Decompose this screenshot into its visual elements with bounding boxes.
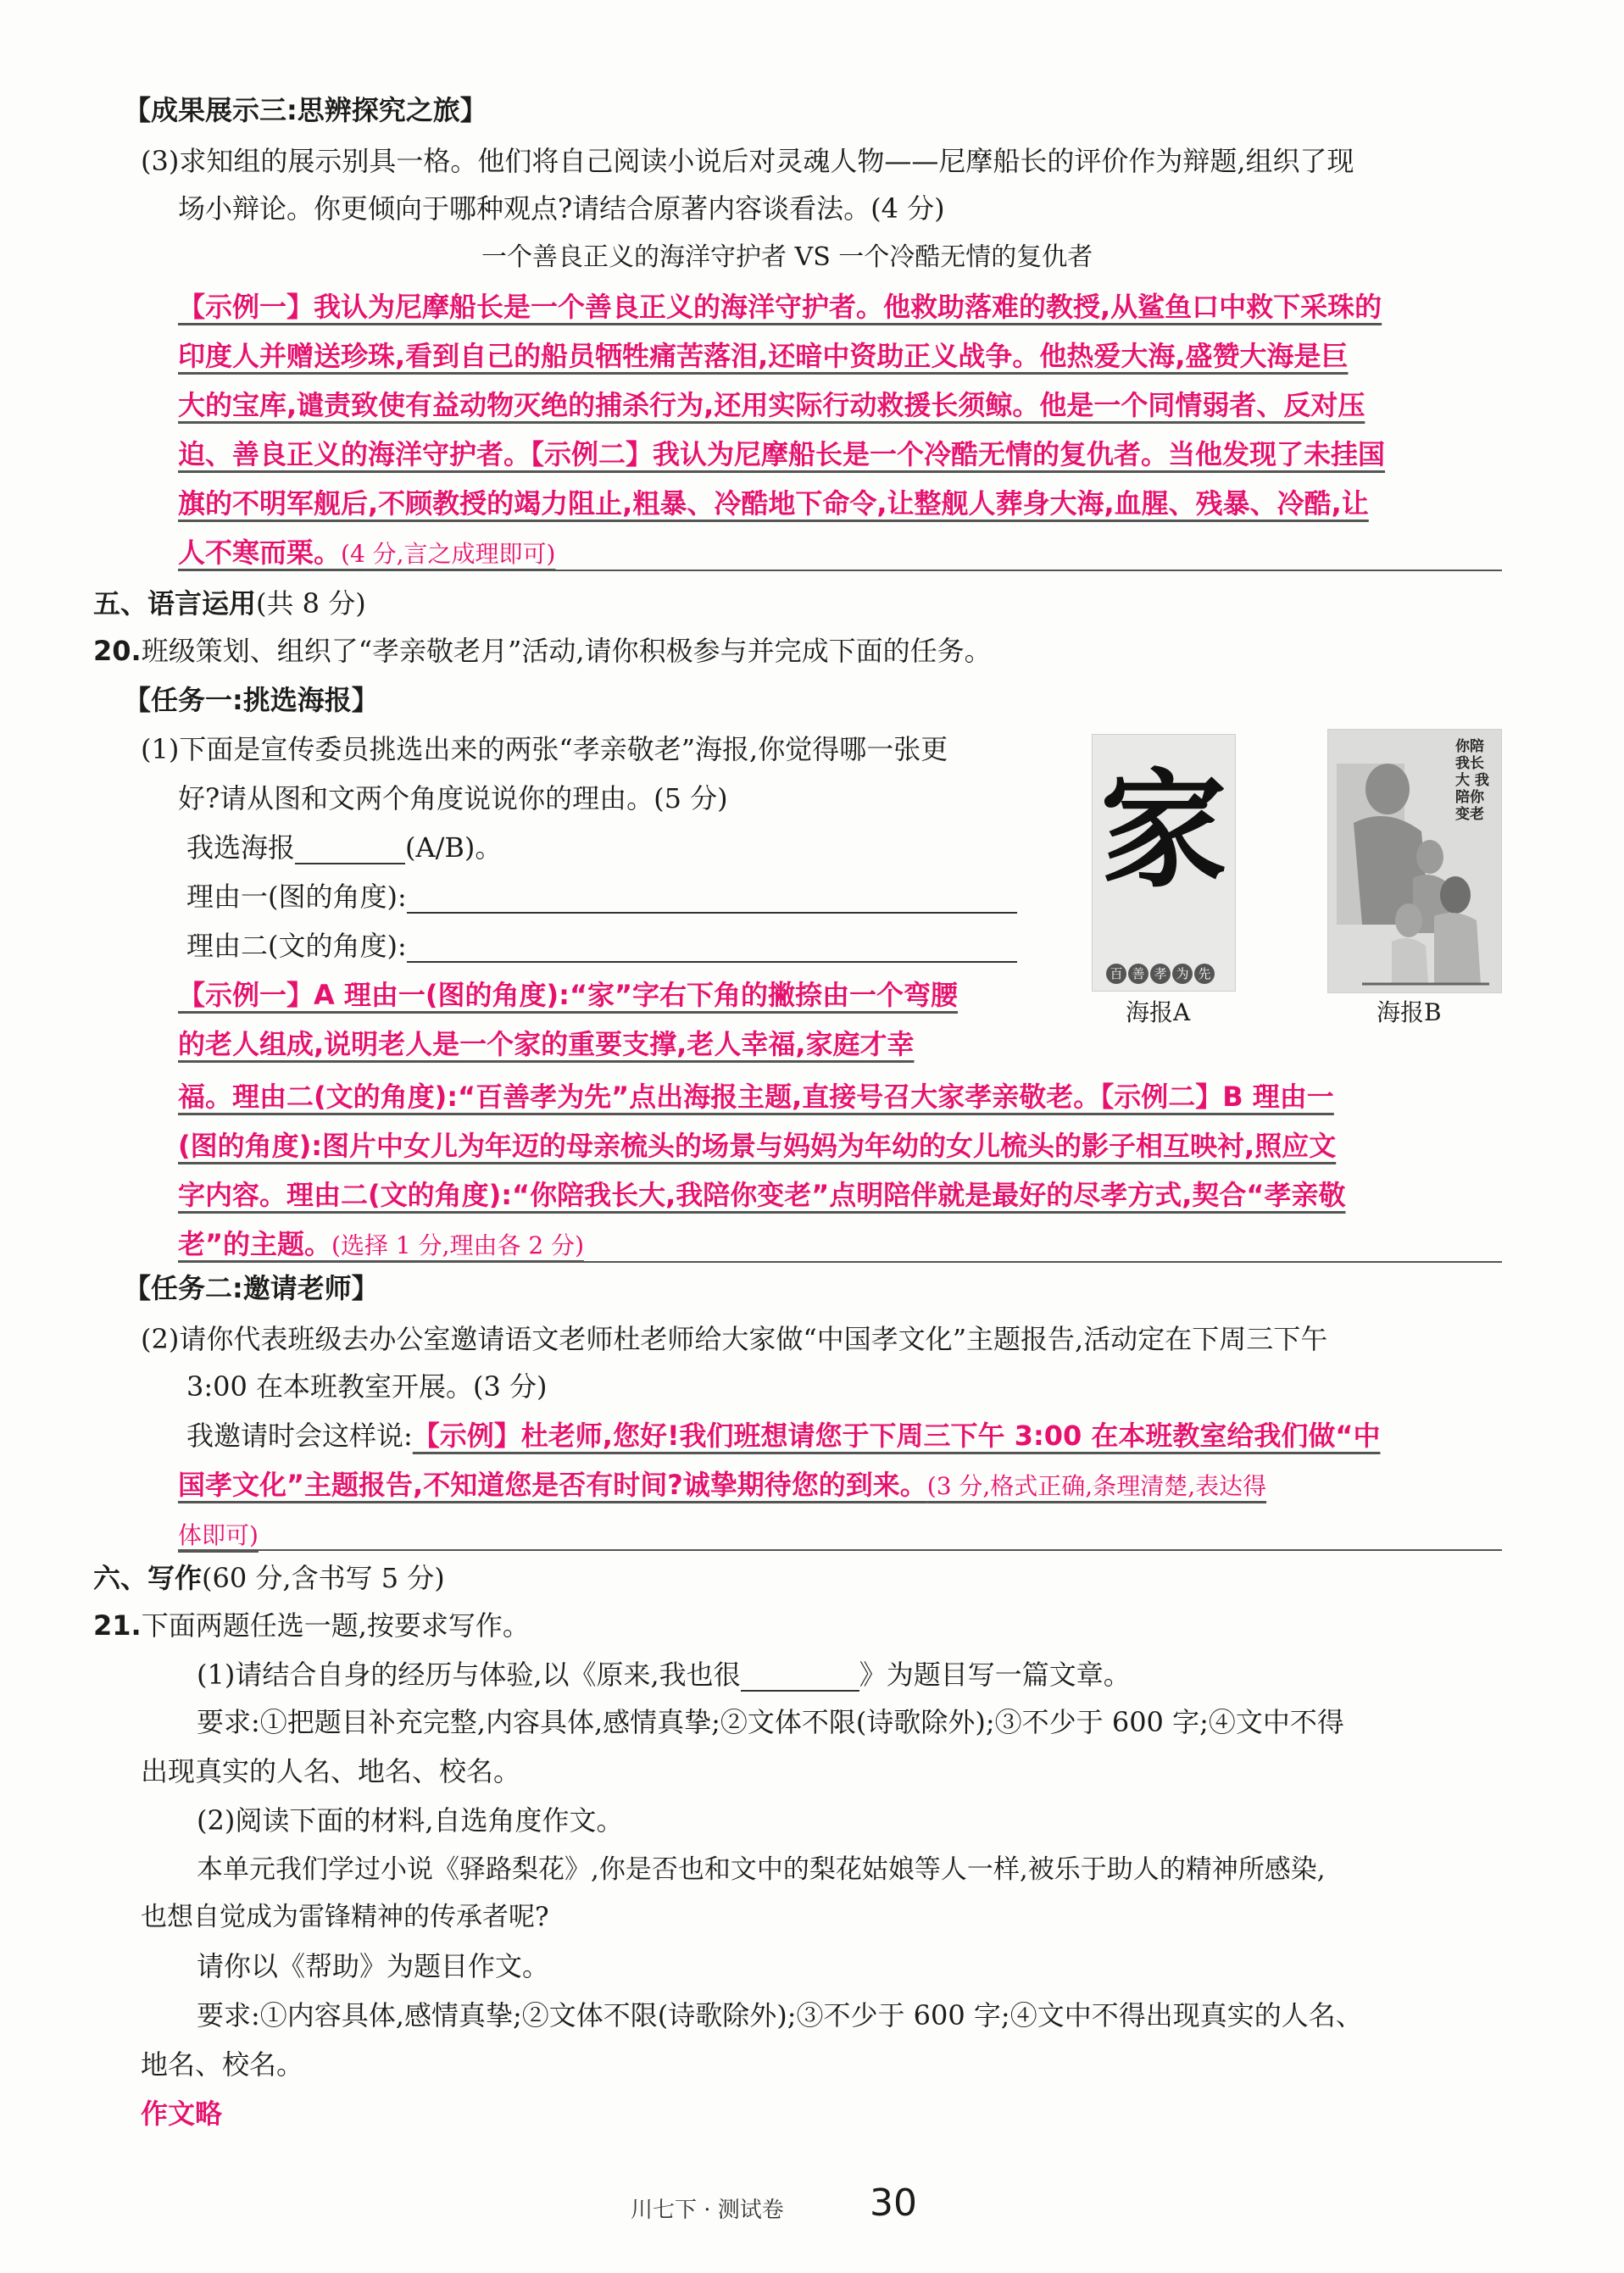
choose-poster: 我选海报 (A/B)。 <box>186 831 503 864</box>
question-text: (3)求知组的展示别具一格。他们将自己阅读小说后对灵魂人物——尼摩船长的评价作为辩题,组织了现 <box>141 145 1354 177</box>
option-one: (1)请结合自身的经历与体验,以《原来,我也很 》为题目写一篇文章。 <box>197 1659 1131 1691</box>
motto-seal: 孝 <box>1150 964 1171 984</box>
answer-line <box>178 1517 259 1553</box>
task-title: 【任务二:邀请老师】 <box>124 1272 379 1304</box>
answer-line: 【示例】杜老师,您好!我们班想请您于下周三下午 3:00 在本班教室给我们做“中 <box>412 1420 1381 1452</box>
essay-answer: 作文略 <box>141 2098 223 2130</box>
part-heading: 六、写作(60 分,含书写 5 分) <box>93 1562 445 1594</box>
title-blank[interactable] <box>741 1663 859 1692</box>
motto-seal: 为 <box>1172 964 1193 984</box>
answer-line: 印度人并赠送珍珠,看到自己的船员牺牲痛苦落泪,还暗中资助正义战争。他热爱大海,盛赞大海是巨 <box>178 340 1349 372</box>
material-text: 本单元我们学过小说《驿路梨花》,你是否也和文中的梨花姑娘等人一样,被乐于助人的精神所感染, <box>197 1854 1326 1885</box>
requirement-text: 地名、校名。 <box>141 2048 304 2081</box>
footer-label: 川七下 · 测试卷 <box>631 2198 784 2223</box>
question-text: 好?请从图和文两个角度说说你的理由。(5 分) <box>178 782 728 814</box>
question-text: (2)请你代表班级去办公室邀请语文老师杜老师给大家做“中国孝文化”主题报告,活动定在下周三下午 <box>141 1323 1328 1355</box>
option-two: (2)阅读下面的材料,自选角度作文。 <box>197 1804 624 1837</box>
answer-note: (选择 1 分,理由各 2 分) <box>331 1231 585 1259</box>
poster-a-character: 家 <box>1099 758 1227 905</box>
poster-a-caption: 海报A <box>1126 998 1191 1026</box>
poster-a-motto <box>1106 964 1215 984</box>
poster-b-slogan: 你陪我长大 我陪你变老 <box>1455 738 1489 823</box>
reason-one-blank[interactable] <box>407 885 1017 914</box>
answer-rule <box>178 1261 1502 1263</box>
page-number: 30 <box>870 2181 917 2225</box>
reason-one: 理由一(图的角度): <box>186 880 1017 914</box>
question-text: 3:00 在本班教室开展。(3 分) <box>186 1370 548 1403</box>
answer-line: 【示例一】我认为尼摩船长是一个善良正义的海洋守护者。他救助落难的教授,从鲨鱼口中救下采珠的 <box>178 291 1382 323</box>
task-title: 【任务一:挑选海报】 <box>124 684 379 716</box>
question-20: 20.班级策划、组织了“孝亲敬老月”活动,请你积极参与并完成下面的任务。 <box>93 635 992 667</box>
debate-topic: 一个善良正义的海洋守护者 VS 一个冷酷无情的复仇者 <box>481 242 1093 272</box>
reason-two: 理由二(文的角度): <box>186 929 1017 963</box>
essay-topic: 请你以《帮助》为题目作文。 <box>197 1950 550 1982</box>
answer-line: 人不寒而栗。(4 分,言之成理即可) <box>178 536 556 569</box>
answer-rule <box>178 1549 1502 1551</box>
answer-line: 的老人组成,说明老人是一个家的重要支撑,老人幸福,家庭才幸 <box>178 1028 915 1060</box>
section-title: 【成果展示三:思辨探究之旅】 <box>124 94 487 126</box>
poster-a-image <box>1092 734 1236 992</box>
requirement-text: 要求:①内容具体,感情真挚;②文体不限(诗歌除外);③不少于 600 字;④文中不得出现真实的人名、 <box>197 1999 1363 2031</box>
answer-line: 【示例一】A 理由一(图的角度):“家”字右下角的撇捺由一个弯腰 <box>178 979 959 1011</box>
motto-seal: 百 <box>1106 964 1126 984</box>
motto-seal: 善 <box>1128 964 1148 984</box>
question-text: (1)下面是宣传委员挑选出来的两张“孝亲敬老”海报,你觉得哪一张更 <box>141 733 948 765</box>
answer-line: 福。理由二(文的角度):“百善孝为先”点出海报主题,直接号召大家孝亲敬老。【示例二】B 理由一 <box>178 1081 1334 1113</box>
material-text: 也想自觉成为雷锋精神的传承者呢? <box>141 1902 549 1932</box>
motto-seal: 先 <box>1194 964 1215 984</box>
answer-line: 国孝文化”主题报告,不知道您是否有时间?诚挚期待您的到来。(3 分,格式正确,条理清楚,表达得 <box>178 1469 1267 1501</box>
poster-b-image <box>1327 729 1502 993</box>
invite-line <box>186 1419 1380 1453</box>
part-heading: 五、语言运用(共 8 分) <box>93 587 366 620</box>
answer-rule <box>178 570 1502 571</box>
answer-line: 迫、善良正义的海洋守护者。【示例二】我认为尼摩船长是一个冷酷无情的复仇者。当他发现了未挂国 <box>178 438 1386 470</box>
answer-line: 老”的主题。(选择 1 分,理由各 2 分) <box>178 1228 585 1260</box>
invite-prompt: 我邀请时会这样说: <box>186 1420 413 1452</box>
requirement-text: 出现真实的人名、地名、校名。 <box>141 1755 521 1787</box>
answer-note: (3 分,格式正确,条理清楚,表达得 <box>926 1472 1267 1500</box>
choose-blank[interactable] <box>295 836 405 864</box>
question-21: 21.下面两题任选一题,按要求写作。 <box>93 1609 530 1642</box>
answer-line: 大的宝库,谴责致使有益动物灭绝的捕杀行为,还用实际行动救援长须鲸。他是一个同情弱者、反对压 <box>178 389 1365 421</box>
question-text: 场小辩论。你更倾向于哪种观点?请结合原著内容谈看法。(4 分) <box>178 192 945 225</box>
answer-note: 体即可) <box>178 1521 259 1549</box>
poster-b-caption: 海报B <box>1377 998 1442 1026</box>
reason-two-blank[interactable] <box>407 934 1017 963</box>
answer-line: 字内容。理由二(文的角度):“你陪我长大,我陪你变老”点明陪伴就是最好的尽孝方式,契合“孝亲敬 <box>178 1179 1346 1211</box>
answer-line: (图的角度):图片中女儿为年迈的母亲梳头的场景与妈妈为年幼的女儿梳头的影子相互映衬,照应文 <box>178 1130 1337 1162</box>
requirement-text: 要求:①把题目补充完整,内容具体,感情真挚;②文体不限(诗歌除外);③不少于 600 字;④文中不得 <box>197 1706 1344 1738</box>
answer-note: (4 分,言之成理即可) <box>341 540 556 568</box>
answer-line: 旗的不明军舰后,不顾教授的竭力阻止,粗暴、冷酷地下命令,让整舰人葬身大海,血腥、残暴、冷酷,让 <box>178 487 1369 520</box>
